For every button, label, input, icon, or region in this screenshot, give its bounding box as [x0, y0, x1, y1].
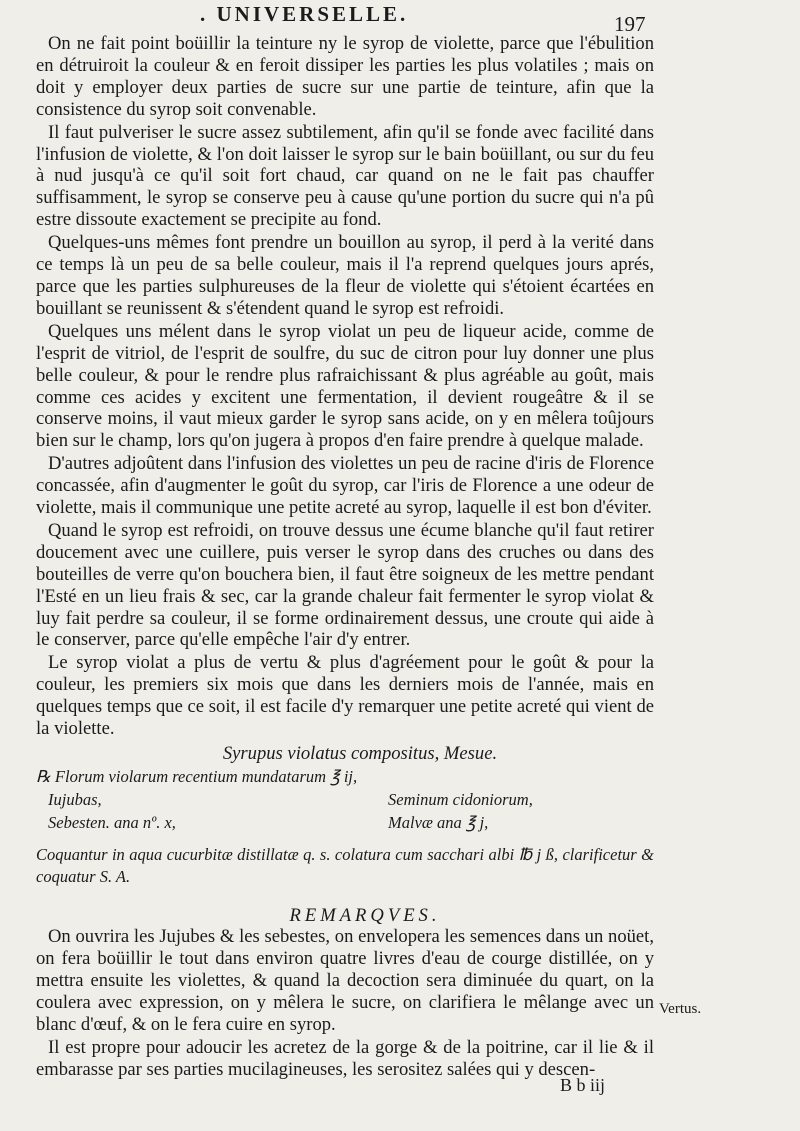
recipe-formula [36, 742, 654, 834]
paragraph-virtue: Le syrop violat a plus de vertu & plus d'agréement pour le goût & pour la couleur, les premiers six mois que dans les derniers mois de l'année, mais en quelques temps que ce soit, il est facile d'y remarquer une petite acreté qui vient de la violette. [36, 652, 654, 740]
remarques-paragraph: Il est propre pour adoucir les acretez de la gorge & de la poitrine, car il lie & il embarasse par ses parties mucilagineuses, les serositez salées qui y descen- [36, 1036, 654, 1080]
page-body [36, 33, 654, 1081]
paragraph-iris: D'autres adjoûtent dans l'infusion des violettes un peu de racine d'iris de Florence concassée, afin d'augmenter le goût du syrop, car l'iris de Florence a une odeur de violette, mais il communique une petite acreté au syrop, laquelle il est bon d'éviter. [36, 453, 654, 519]
paragraph-sugar: Il faut pulveriser le sucre assez subtilement, afin qu'il se fonde avec facilité dans l'infusion de violette, & l'on doit laisser le syrop sur le bain boüillant, ou sur du feu à nud jusqu'à ce qu'il soit fort chaud, car quand on ne le fait pas chauffer suffisamment, le syrop se conserve peu à cause qu'une portion du sucre qui n'a pû estre dissoute exactement se precipite au fond. [36, 121, 654, 231]
signature-mark: B b iij [560, 1075, 606, 1095]
formula-row-2 [36, 788, 654, 811]
formula-title: Syrupus violatus compositus, Mesue. [222, 743, 498, 764]
formula-line-1: ℞ Florum violarum recentium mundatarum ℥ ij, [36, 767, 358, 786]
paragraph-bouillon: Quelques-uns mêmes font prendre un bouillon au syrop, il perd à la verité dans ce temps là un peu de sa belle couleur, mais il l'a reprend quelques jours aprés, parce que les parties sulphureuses de la fleur de violette qui s'étoient écartées en bouillant se reunissent & s'étendent quand le syrop est refroidi. [36, 232, 654, 319]
formula-ingredient: Iujubas, [48, 790, 102, 809]
formula-ingredient: Sebesten. ana nº. x, [48, 813, 176, 832]
formula-row-3 [36, 811, 654, 834]
remarques-paragraph: On ouvrira les Jujubes & les sebestes, on envelopera les semences dans un noüet, on fera boüillir le tout dans environ quatre livres d'eau de courge distillée, on y mettra ensuite les violettes, & quand la decoction sera diminuée du quart, on la coulera avec expression, on y mêlera le sucre, on clarifiera le mêlange avec un blanc d'œuf, & on le fera cuire en syrop. [36, 926, 654, 1036]
page-number: 197 [614, 12, 646, 36]
paragraph-storage: Quand le syrop est refroidi, on trouve dessus une écume blanche qu'il faut retirer doucement avec une cuillere, puis verser le syrop dans des cruches ou dans des bouteilles de verre qu'on bouchera bien, il faut être soigneux de les mettre pendant l'Esté en un lieu frais & sec, car la grande chaleur fait fermenter le syrop violat & luy fait perdre sa couleur, il se forme ordinairement dessus, une croute qui aide à le conserver, parce qu'elle empêche l'air d'y entrer. [36, 519, 654, 651]
paragraph-boiling: On ne fait point boüillir la teinture ny le syrop de violette, parce que l'ébulition en détruiroit la couleur & en feroit dissiper les parties les plus volatiles ; mais on doit y employer deux parties de sucre sur une partie de teinture, afin que la consistence du syrop soit convenable. [36, 33, 654, 120]
paragraph-acids: Quelques uns mélent dans le syrop violat un peu de liqueur acide, comme de l'esprit de vitriol, de l'esprit de soulfre, du suc de citron pour luy donner une plus belle couleur, & pour le rendre plus rafraichissant & plus agréable au goût, mais comme ces acides y excitent une fermentation, il devient rougeâtre & il se conserve moins, il vaut mieux garder le syrop sans acide, on y en mêlera toûjours bien sur le champ, lors qu'on jugera à propos d'en faire prendre à quelque malade. [36, 320, 654, 452]
remarques-heading: REMARQVES. [289, 904, 441, 926]
running-head: . UNIVERSELLE. [200, 2, 409, 26]
formula-instructions: Coquantur in aqua cucurbitæ distillatæ q. s. colatura cum sacchari albi ℔ j ß, clarificetur & coquatur S. A. [36, 845, 654, 886]
formula-ingredient: Seminum cidoniorum, [388, 790, 533, 809]
formula-ingredient: Malvæ ana ℥ j, [388, 813, 489, 832]
margin-note: Vertus. [659, 1001, 702, 1017]
